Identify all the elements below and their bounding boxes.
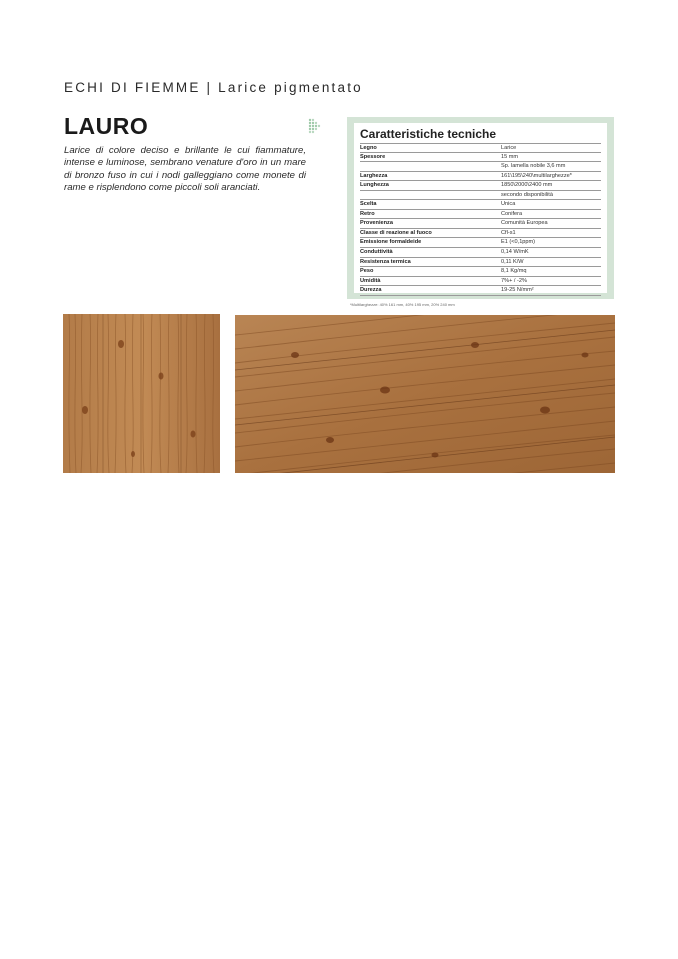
spec-label: Spessore	[360, 153, 386, 160]
spec-value: Unica	[501, 201, 516, 208]
spec-value: 7%+ / -2%	[501, 277, 527, 284]
spec-row-conduttivita	[360, 248, 601, 258]
spec-row-disponibilita	[360, 191, 601, 201]
spec-row-umidita	[360, 277, 601, 287]
spec-label: Emissione formaldeide	[360, 239, 422, 246]
spec-value: E1 (<0,1ppm)	[501, 239, 536, 246]
spec-label: Retro	[360, 210, 375, 217]
product-description: Larice di colore deciso e brillante le cui fiammature, intense e luminose, sembrano venature d'oro in un mare di bronzo fuso in cui i nodi galleggiano come monete di rame e risplendono come piccoli soli aranciati.	[64, 145, 306, 194]
spec-value: secondo disponibilità	[501, 191, 553, 198]
spec-label: Scelta	[360, 201, 377, 208]
spec-value: 1850\2000\2400 mm	[501, 182, 553, 189]
spec-value: 0,11 K/W	[501, 258, 524, 265]
specs-panel-inner	[354, 123, 607, 293]
spec-label: Durezza	[360, 287, 382, 294]
spec-row-scelta	[360, 200, 601, 210]
spec-label: Peso	[360, 268, 374, 275]
spec-label: Legno	[360, 145, 377, 151]
specs-table	[360, 143, 601, 296]
spec-value: 161\195\240\multilarghezze*	[501, 172, 572, 179]
specs-panel	[347, 117, 614, 299]
spec-label: Classe di reazione al fuoco	[360, 229, 432, 236]
spec-row-larghezza	[360, 172, 601, 182]
wood-floor-image	[235, 315, 615, 473]
wood-sample-planks-image	[63, 314, 220, 473]
spec-label: Provenienza	[360, 220, 393, 227]
spec-label: Resistenza termica	[360, 258, 411, 265]
spec-row-durezza	[360, 286, 601, 296]
spec-label: Larghezza	[360, 172, 388, 179]
spec-value: 8,1 Kg/mq	[501, 268, 527, 275]
spec-label	[360, 162, 501, 171]
series-title: ECHI DI FIEMME | Larice pigmentato	[64, 80, 363, 95]
spec-row-provenienza	[360, 219, 601, 229]
specs-title: Caratteristiche tecniche	[360, 127, 497, 141]
dots-arrow-icon	[308, 118, 324, 134]
specs-footnote: *Multilarghezze: 40% 161 mm, 40% 195 mm, 20% 240 mm	[350, 302, 455, 307]
spec-row-lamella	[360, 162, 601, 172]
spec-label: Lunghezza	[360, 182, 389, 189]
spec-label	[360, 191, 501, 200]
spec-value: Comunità Europea	[501, 220, 548, 227]
product-title: LAURO	[64, 113, 149, 139]
spec-row-peso	[360, 267, 601, 277]
spec-row-spessore	[360, 153, 601, 163]
spec-value: Conifera	[501, 210, 523, 217]
spec-row-legno	[360, 143, 601, 153]
spec-value: Larice	[501, 145, 517, 151]
spec-value: 19-25 N/mm²	[501, 287, 534, 294]
spec-value: Cfl-s1	[501, 229, 516, 236]
spec-row-lunghezza	[360, 181, 601, 191]
spec-row-formaldeide	[360, 238, 601, 248]
spec-row-resistenza	[360, 258, 601, 268]
spec-value: Sp. lamella nobile 3,6 mm	[501, 163, 566, 170]
spec-row-fuoco	[360, 229, 601, 239]
spec-row-retro	[360, 210, 601, 220]
spec-value: 15 mm	[501, 153, 519, 160]
spec-label: Umidità	[360, 277, 381, 284]
spec-value: 0,14 W/mK	[501, 249, 529, 256]
spec-label: Conduttività	[360, 249, 393, 256]
